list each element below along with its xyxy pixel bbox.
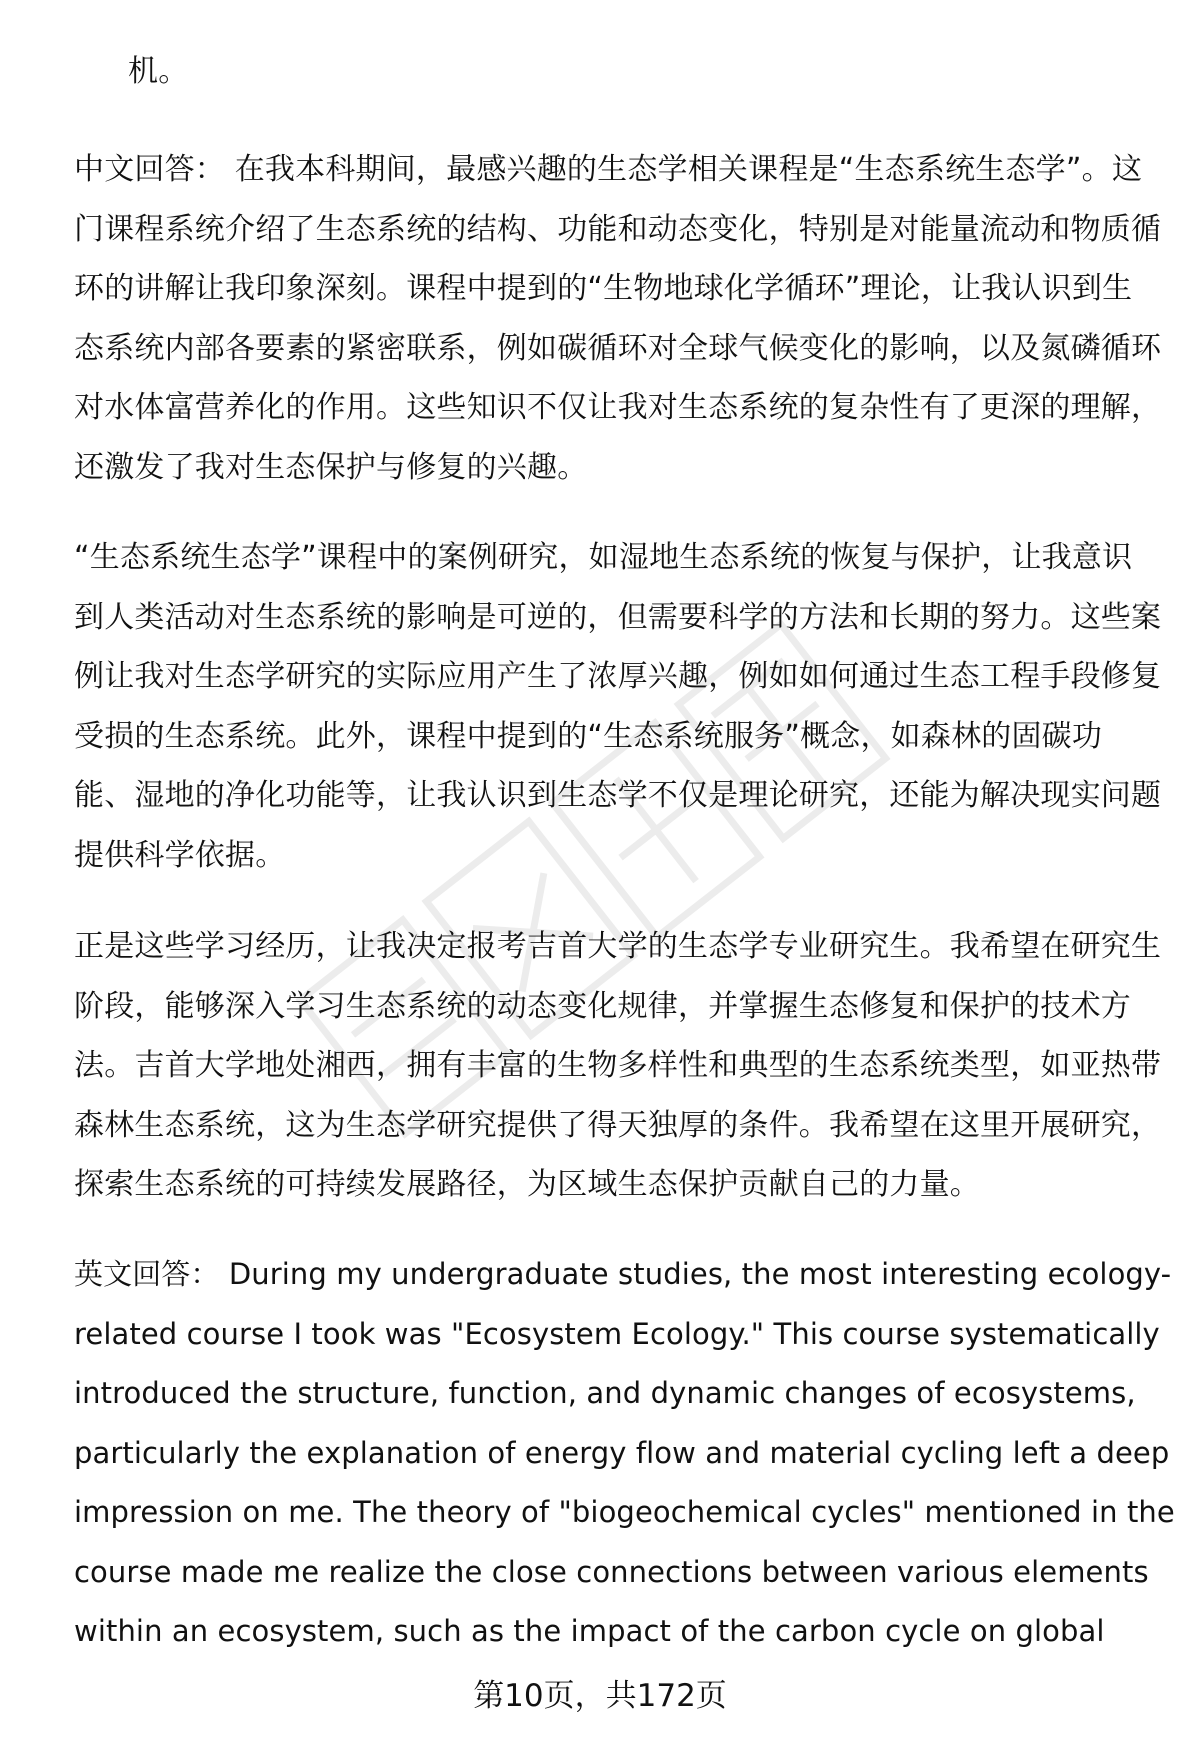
- text-line: within an ecosystem, such as the impact of the carbon cycle on global: [74, 1614, 1105, 1648]
- paragraph-chinese-answer: [74, 140, 1162, 497]
- paragraph-case-study: [74, 528, 1164, 885]
- text-line: 法。吉首大学地处湘西，拥有丰富的生物多样性和典型的生态系统类型，如亚热带: [74, 1048, 1162, 1083]
- text-line: impression on me. The theory of "biogeochemical cycles" mentioned in the: [74, 1495, 1175, 1529]
- paragraph-motivation: [74, 917, 1162, 1215]
- text-line: 能、湿地的净化功能等，让我认识到生态学不仅是理论研究，还能为解决现实问题: [74, 778, 1162, 813]
- text-line: 环的讲解让我印象深刻。课程中提到的“生物地球化学循环”理论，让我认识到生: [74, 271, 1133, 306]
- text-line: particularly the explanation of energy flow and material cycling left a deep: [74, 1435, 1170, 1470]
- text-line: 对水体富营养化的作用。这些知识不仅让我对生态系统的复杂性有了更深的理解，: [74, 390, 1162, 425]
- text-line: 到人类活动对生态系统的影响是可逆的，但需要科学的方法和长期的努力。这些案: [74, 599, 1162, 635]
- text-line: related course I took was "Ecosystem Ecology." This course systematically: [74, 1316, 1160, 1351]
- text-line: 英文回答： During my undergraduate studies, the most interesting ecology-: [74, 1257, 1172, 1291]
- text-line: introduced the structure, function, and dynamic changes of ecosystems,: [74, 1376, 1136, 1410]
- page-number-footer: 第10页，共172页: [473, 1678, 727, 1714]
- text-line: 态系统内部各要素的紧密联系，例如碳循环对全球气候变化的影响，以及氮磷循环: [74, 330, 1162, 366]
- text-line: 阶段，能够深入学习生态系统的动态变化规律，并掌握生态修复和保护的技术方: [74, 988, 1131, 1024]
- text-line: 例让我对生态学研究的实际应用产生了浓厚兴趣，例如如何通过生态工程手段修复: [74, 659, 1162, 694]
- text-line: 探索生态系统的可持续发展路径，为区域生态保护贡献自己的力量。: [74, 1167, 980, 1202]
- paragraph-english-answer: [74, 1245, 1175, 1662]
- text-line: 受损的生态系统。此外，课程中提到的“生态系统服务”概念，如森林的固碳功: [74, 718, 1103, 754]
- text-line: 正是这些学习经历，让我决定报考吉首大学的生态学专业研究生。我希望在研究生: [74, 929, 1162, 964]
- text-line: 森林生态系统，这为生态学研究提供了得天独厚的条件。我希望在这里开展研究，: [74, 1107, 1162, 1143]
- text-line: 还激发了我对生态保护与修复的兴趣。: [74, 449, 588, 485]
- text-line: 提供科学依据。: [74, 837, 286, 873]
- text-line: 机。: [128, 54, 189, 89]
- text-line: “生态系统生态学”课程中的案例研究，如湿地生态系统的恢复与保护，让我意识: [74, 540, 1133, 575]
- text-line: 中文回答： 在我本科期间，最感兴趣的生态学相关课程是“生态系统生态学”。这: [74, 152, 1143, 187]
- text-line: course made me realize the close connections between various elements: [74, 1554, 1149, 1589]
- text-line: 门课程系统介绍了生态系统的结构、功能和动态变化，特别是对能量流动和物质循: [74, 211, 1162, 247]
- paragraph-continuation: [128, 42, 1200, 102]
